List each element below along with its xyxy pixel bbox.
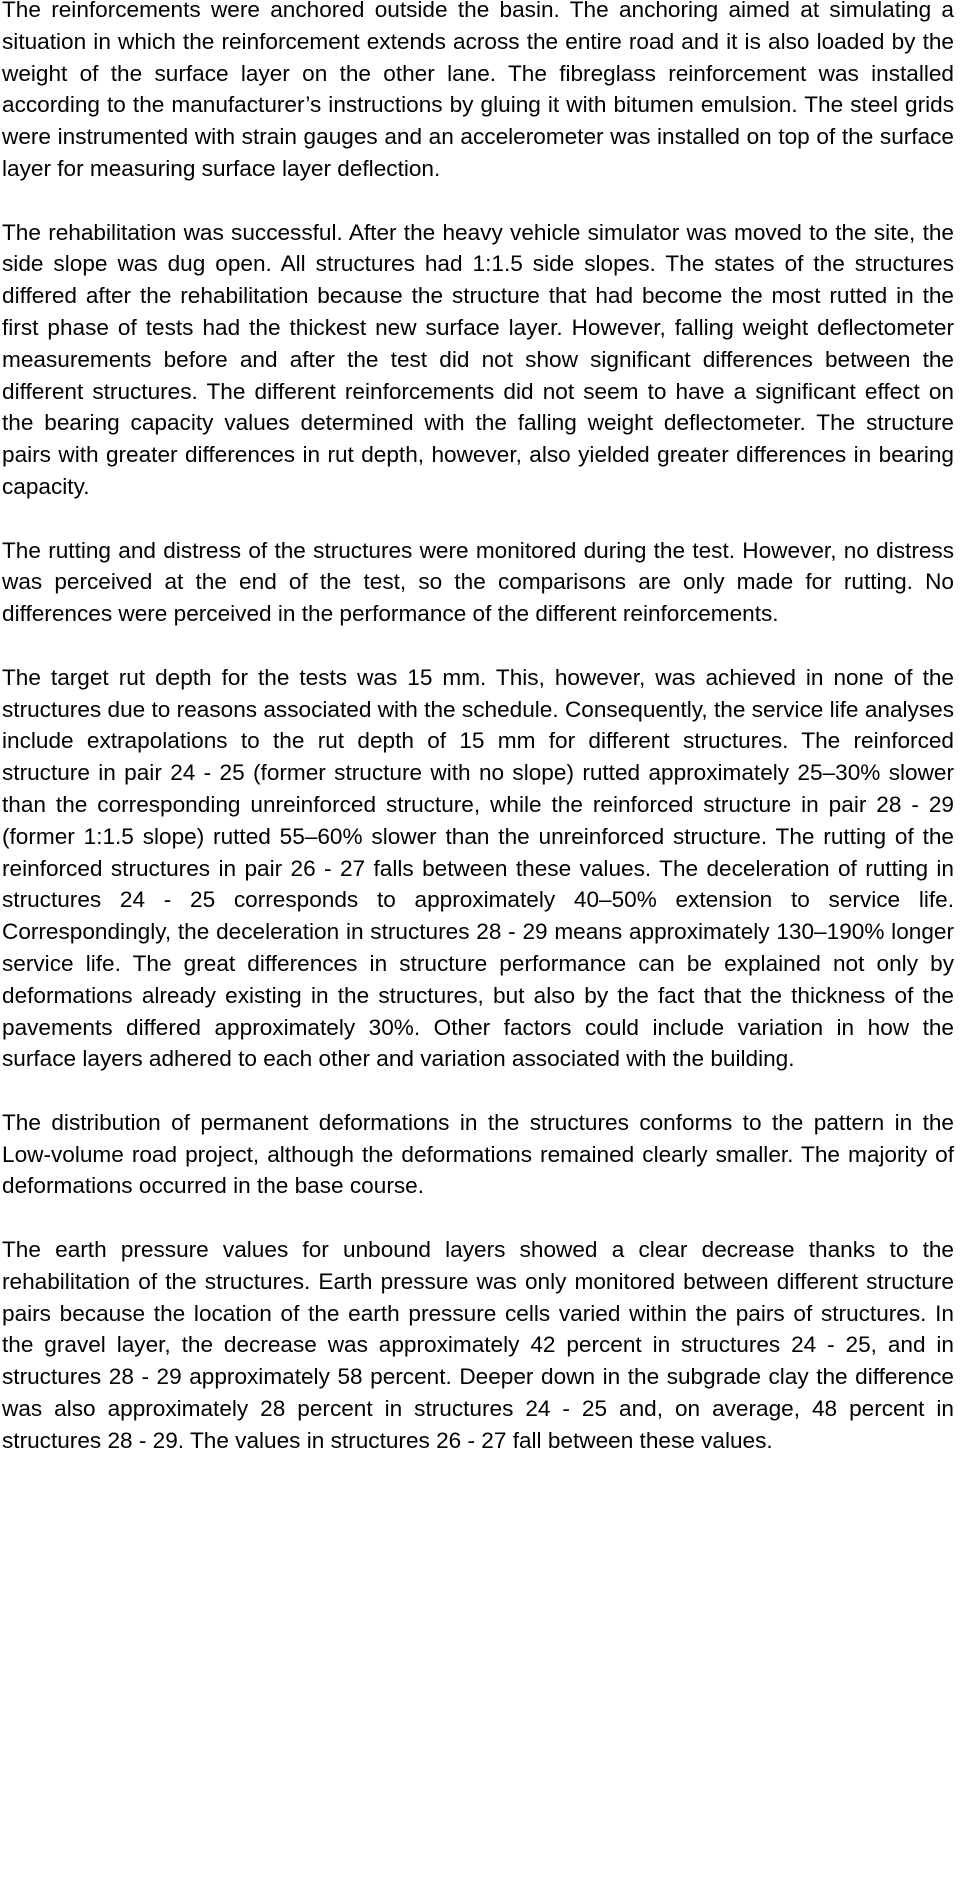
paragraph-target-rut-depth: The target rut depth for the tests was 15 mm. This, however, was achieved in none of the structures due to reasons associated with the schedule. Consequently, the service life analyses include extrapolations to the rut depth of 15 mm for different structures. The reinforced structure in pair 24 - 25 (former structure with no slope) rutted approximately 25–30% slower than the corresponding unreinforced structure, while the reinforced structure in pair 28 - 29 (former 1:1.5 slope) rutted 55–60% slower than the unreinforced structure. The rutting of the reinforced structures in pair 26 - 27 falls between these values. The deceleration of rutting in structures 24 - 25 corresponds to approximately 40–50% extension to service life. Correspondingly, the deceleration in structures 28 - 29 means approximately 130–190% longer service life. The great differences in structure performance can be explained not only by deformations already existing in the structures, but also by the fact that the thickness of the pavements differed approximately 30%. Other factors could include variation in how the surface layers adhered to each other and variation associated with the building. bbox=[2, 664, 954, 1072]
paragraph-rutting-distress: The rutting and distress of the structures were monitored during the test. However, no distress was perceived at the end of the test, so the comparisons are only made for rutting. No differences were perceived in the performance of the different reinforcements. bbox=[2, 537, 954, 627]
paragraph-reinforcement-anchoring: The reinforcements were anchored outside the basin. The anchoring aimed at simulating a situation in which the reinforcement extends across the entire road and it is also loaded by the weight of the surface layer on the other lane. The fibreglass reinforcement was installed according to the manufacturer’s instructions by gluing it with bitumen emulsion. The steel grids were instrumented with strain gauges and an accelerometer was installed on top of the surface layer for measuring surface layer deflection. bbox=[2, 0, 954, 181]
paragraph-permanent-deformations: The distribution of permanent deformations in the structures conforms to the pattern in the Low-volume road project, although the deformations remained clearly smaller. The majority of deformations occurred in the base course. bbox=[2, 1109, 954, 1199]
paragraph-earth-pressure: The earth pressure values for unbound layers showed a clear decrease thanks to the rehabilitation of the structures. Earth pressure was only monitored between different structure pairs because the location of the earth pressure cells varied within the pairs of structures. In the gravel layer, the decrease was approximately 42 percent in structures 24 - 25, and in structures 28 - 29 approximately 58 percent. Deeper down in the subgrade clay the difference was also approximately 28 percent in structures 24 - 25 and, on average, 48 percent in structures 28 - 29. The values in structures 26 - 27 fall between these values. bbox=[2, 1237, 954, 1453]
paragraph-rehabilitation: The rehabilitation was successful. After the heavy vehicle simulator was moved to the site, the side slope was dug open. All structures had 1:1.5 side slopes. The states of the structures differed after the rehabilitation because the structure that had become the most rutted in the first phase of tests had the thickest new surface layer. However, falling weight deflectometer measurements before and after the test did not show significant differences between the different structures. The different reinforcements did not seem to have a significant effect on the bearing capacity values determined with the falling weight deflectometer. The structure pairs with greater differences in rut depth, however, also yielded greater differences in bearing capacity. bbox=[2, 219, 954, 499]
